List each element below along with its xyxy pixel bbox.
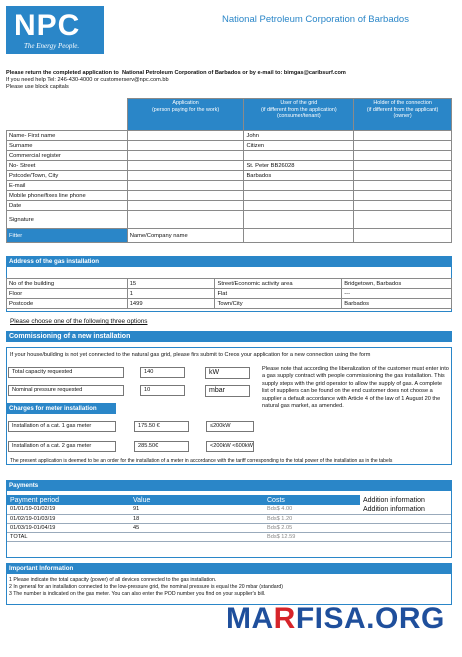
important-item: 2 In general for an installation connected to the low-pressure grid, the nominal pressure is equal the 20 mbar (standard) [9,584,283,590]
meter-charges-title: Charges for meter installation [6,403,116,414]
intro-line-2: If you need help Tel: 246-430-4000 or customerserv@npc.com.bb [6,77,169,84]
supply-contract-note: Please note that according the liberalization of the customer must enter into a gas supply contract with people commissioning the gas installation. This supply steps with the grid operator to allow the supply of gas. A complete list of suppliers can be found on the end customer does not choose a supplier a default accordance with Article 4 of the law of 1 August 20 the natural gas market, as amended. [262,366,449,410]
address-title: Address of the gas installation [6,256,452,267]
pressure-input[interactable]: 10 [140,385,185,396]
floor-value[interactable]: 1 [127,289,215,299]
col-payment-period: Payment period [7,495,130,505]
col-costs: Costs [264,495,360,505]
user-phone[interactable] [244,191,354,201]
meter-cat1-label: Installation of a cat. 1 gas meter [8,421,116,432]
table-row: Mobile phone/fixes line phone [7,191,452,201]
capacity-label: Total capacity requested [8,367,124,378]
town-value[interactable]: Barbados [342,299,452,309]
applicant-table [6,98,452,243]
table-row: Name- First name John [7,131,452,141]
col-applicant: Application (person paying for the work) [127,99,244,131]
capacity-input[interactable]: 140 [140,367,185,378]
address-table [6,278,452,309]
table-row: No- Street St. Peter BB26028 [7,161,452,171]
col-grid-user: User of the grid (if different from the application) (consumer/tenant) [244,99,354,131]
applicant-signature[interactable] [127,211,244,229]
applicant-date[interactable] [127,201,244,211]
important-title: Important Information [6,563,452,574]
fitter-name[interactable]: Name/Company name [127,229,244,243]
meter-cat1-price[interactable]: 175.50 € [134,421,189,432]
meter-cat2-range: <200kW <600kW [206,441,254,452]
table-row: Commercial register [7,151,452,161]
applicant-phone[interactable] [127,191,244,201]
meter-cat2-label: Installation of a cat. 2 gas meter [8,441,116,452]
payments-title: Payments [6,480,452,491]
important-list [9,577,449,598]
holder-street[interactable] [354,161,452,171]
holder-date[interactable] [354,201,452,211]
fitter-extra-2[interactable] [354,229,452,243]
capacity-unit: kW [205,367,250,379]
holder-email[interactable] [354,181,452,191]
meter-cat1-range: ≤200kW [206,421,254,432]
table-row: 01/03/19-01/04/19 45 Bds$ 2.05 [7,523,451,532]
user-email[interactable] [244,181,354,191]
flat-value[interactable]: --- [342,289,452,299]
user-postcode[interactable]: Barbados [244,171,354,181]
intro [6,70,456,92]
col-connection-holder: Holder of the connection (if different from the applicant) (owner) [354,99,452,131]
commissioning-title: Commissioning of a new installation [6,331,452,342]
pressure-label: Nominal pressure requested [8,385,124,396]
important-item: 3 The number is indicated on the gas meter. You can also enter the POD number you find on your supplier's bill. [9,591,266,597]
table-row: Postcode 1499 Town/City Barbados [7,299,452,309]
user-surname[interactable]: Citizen [244,141,354,151]
holder-commercial-register[interactable] [354,151,452,161]
npc-logo [6,6,104,54]
table-row: Date [7,201,452,211]
applicant-first-name[interactable] [127,131,244,141]
pressure-unit: mbar [205,385,250,397]
user-signature[interactable] [244,211,354,229]
intro-line-3: Please use block capitals [6,84,69,91]
intro-line-1: Please return the completed application to National Petroleum Corporation of Barbados or by e-mail to: bimgas@caribsurf.com [6,70,346,76]
logo-text: NPC [14,9,81,42]
table-row: TOTAL Bds$ 12.59 [7,532,451,541]
building-number[interactable]: 15 [127,279,215,289]
holder-surname[interactable] [354,141,452,151]
fitter-label: Fitter [7,229,128,243]
meter-order-note: The present application is deemed to be an order for the installation of a meter in accordance with the tariff corresponding to the total power of the installation as in the tabels [10,458,393,464]
applicant-postcode[interactable] [127,171,244,181]
col-value: Value [130,495,264,505]
fitter-extra-1[interactable] [244,229,354,243]
fitter-row [7,229,452,243]
user-street[interactable]: St. Peter BB26028 [244,161,354,171]
user-date[interactable] [244,201,354,211]
holder-signature[interactable] [354,211,452,229]
important-item: 1 Please indicate the total capacity (power) of all devices connected to the gas installation. [9,577,217,583]
marfisa-watermark: MARFISA.ORG [226,602,445,635]
table-row: Floor 1 Flat --- [7,289,452,299]
options-note: Please choose one of the following three options [10,318,148,325]
holder-first-name[interactable] [354,131,452,141]
applicant-email[interactable] [127,181,244,191]
holder-postcode[interactable] [354,171,452,181]
table-row: Surname Citizen [7,141,452,151]
table-row: Pstcode/Town, City Barbados [7,171,452,181]
col-addition-info: Addition information [360,495,451,505]
user-commercial-register[interactable] [244,151,354,161]
applicant-street[interactable] [127,161,244,171]
table-row: E-mail [7,181,452,191]
meter-cat2-price[interactable]: 285.50€ [134,441,189,452]
table-row: 01/01/19-01/02/19 91 Bds$ 4.00 Addition information [7,505,451,514]
holder-phone[interactable] [354,191,452,201]
street-value[interactable]: Bridgetown, Barbados [342,279,452,289]
applicant-surname[interactable] [127,141,244,151]
logo-tagline: The Energy People. [24,42,80,50]
user-first-name[interactable]: John [244,131,354,141]
table-row: 01/02/19-01/03/19 18 Bds$ 1.20 [7,514,451,523]
table-row: No of the building 15 Street/Economic activity area Bridgetown, Barbados [7,279,452,289]
applicant-commercial-register[interactable] [127,151,244,161]
commissioning-desc: If your house/building is not yet connected to the natural gas grid, please firs submit to Creos your application for a new connection using the form [10,352,371,358]
table-row: Signature [7,211,452,229]
payments-table [7,495,451,542]
org-name: National Petroleum Corporation of Barbados [222,14,409,25]
postcode-value[interactable]: 1499 [127,299,215,309]
